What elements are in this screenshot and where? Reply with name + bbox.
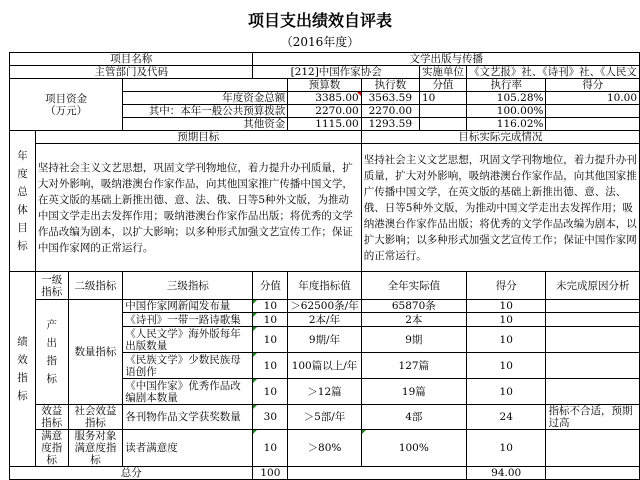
expected-goal-text: 坚持社会主义文艺思想，巩固文学刊物地位，着力提升办刊质量，扩大对外影响，吸纳港澳台作家作品，向其他国家推广传播中国文学，在英文版的基础上新推出德、意、法、俄、日等5种外文版，为推动中国文学走出去发挥作用；吸纳港澳台作家作品出版；将优秀的文学作品改编为剧本，以扩大影响；以多种形式加强文艺宣传工作；保证中国作家网的正常运行。 [35, 144, 361, 272]
impl-label: 实施单位 [419, 66, 466, 79]
social-benefit-indicator: 社会效益指标 [68, 405, 123, 430]
funds-exec: 3563.59 [361, 92, 419, 105]
funds-label-text: 项目资金 [45, 92, 88, 105]
project-name: 文学出版与传播 [253, 53, 640, 66]
indicator-score: 10 [466, 327, 546, 353]
indicator-name: 《民族文学》少数民族母语创作 [123, 353, 253, 379]
indicator-target: 2本/年 [288, 313, 361, 327]
funds-budget: 2270.00 [288, 105, 361, 118]
indicator-weight: 10 [253, 379, 288, 405]
header-score: 得分 [546, 79, 640, 92]
indicator-score: 24 [466, 405, 546, 430]
indicator-row [10, 300, 640, 313]
funds-header-blank [123, 79, 288, 92]
header-level3: 三级指标 [123, 272, 253, 300]
indicator-name: 读者满意度 [123, 430, 253, 467]
indicator-target: ＞62500条/年 [288, 300, 361, 313]
funds-budget: 1115.00 [288, 118, 361, 131]
dept-value: [212]中国作家协会 [253, 66, 419, 79]
expected-goal-header: 预期目标 [35, 131, 361, 144]
funds-exec: 1293.59 [361, 118, 419, 131]
funds-weight: 10 [419, 92, 466, 105]
funds-row-name: 年度资金总额 [123, 92, 288, 105]
indicator-score: 10 [466, 353, 546, 379]
indicator-weight: 30 [253, 405, 288, 430]
indicator-weight: 10 [253, 300, 288, 313]
funds-unit: （万元） [45, 104, 88, 117]
indicator-name: 《中国作家》优秀作品改编剧本数量 [123, 379, 253, 405]
output-indicator-text: 产出指标 [46, 319, 58, 385]
indicator-weight: 10 [253, 430, 288, 467]
satisfaction-indicator: 满意度指标 [35, 430, 68, 467]
funds-exec: 2270.00 [361, 105, 419, 118]
total-score: 94.00 [466, 467, 546, 480]
total-weight: 100 [253, 467, 288, 480]
header-rate: 执行率 [466, 79, 546, 92]
indicator-target: ＞80% [288, 430, 361, 467]
indicator-reason [546, 300, 640, 313]
indicator-score: 10 [466, 430, 546, 467]
perf-label-text: 绩效指标 [17, 336, 28, 402]
dept-label: 主管部门及代码 [10, 66, 253, 79]
indicator-row [10, 405, 640, 430]
funds-row-name: 其中：本年一般公共预算拨款 [123, 105, 288, 118]
funds-score [546, 118, 640, 131]
service-satisfaction-indicator: 服务对象满意度指标 [68, 430, 123, 467]
funds-rate: 100.00% [466, 105, 546, 118]
page-subtitle: （2016年度） [280, 35, 360, 49]
indicator-target: ＞12篇 [288, 379, 361, 405]
total-label: 总分 [10, 467, 253, 480]
funds-row-name: 其他资金 [123, 118, 288, 131]
header-weight: 分值 [419, 79, 466, 92]
indicator-name: 《诗刊》一带一路诗歌集 [123, 313, 253, 327]
impl-value: 《文艺报》社、《诗刊》社、《人民文 [466, 66, 639, 79]
funds-score: 10.00 [546, 92, 640, 105]
indicator-actual: 127篇 [361, 353, 466, 379]
funds-budget: 3385.00 [288, 92, 361, 105]
funds-rate: 116.02% [466, 118, 546, 131]
funds-weight [419, 105, 466, 118]
indicator-score: 10 [466, 300, 546, 313]
actual-goal-header: 目标实际完成情况 [361, 131, 639, 144]
indicator-actual: 2本 [361, 313, 466, 327]
indicator-score: 10 [466, 313, 546, 327]
indicator-reason [546, 430, 640, 467]
perf-label [10, 272, 36, 467]
indicator-row [10, 430, 640, 467]
funds-weight [419, 118, 466, 131]
indicator-weight: 10 [253, 353, 288, 379]
indicator-reason [546, 327, 640, 353]
benefit-indicator: 效益指标 [35, 405, 68, 430]
header-level1: 一级指标 [35, 272, 68, 300]
header-score: 得分 [466, 272, 546, 300]
indicator-reason: 指标不合适，预期过高 [546, 405, 640, 430]
indicator-reason [546, 353, 640, 379]
header-actual: 全年实际值 [361, 272, 466, 300]
annual-goal-label-text: 年度总体目标 [17, 150, 28, 252]
indicator-target: ＞5部/年 [288, 405, 361, 430]
page-title: 项目支出绩效自评表 [247, 11, 392, 30]
indicator-target: 100篇以上/年 [288, 353, 361, 379]
indicator-reason [546, 379, 640, 405]
output-indicator [35, 300, 68, 405]
indicator-actual: 9期 [361, 327, 466, 353]
funds-score [546, 105, 640, 118]
header-weight: 分值 [253, 272, 288, 300]
indicator-actual: 65870条 [361, 300, 466, 313]
header-budget: 预算数 [288, 79, 361, 92]
project-name-label: 项目名称 [10, 53, 253, 66]
actual-goal-text: 坚持社会主义文艺思想，巩固文学刊物地位，着力提升办刊质量，扩大对外影响，吸纳港澳台作家作品，向其他国家推广传播中国文学，在英文版的基础上新推出德、意、法、俄、日等5种外文版，为推动中国文学走出去发挥作用；吸纳港澳台作家作品出版；将优秀的文学作品改编为剧本，以扩大影响；以多种形式加强文艺宣传工作；保证中国作家网的正常运行。 [361, 144, 639, 272]
indicator-weight: 10 [253, 313, 288, 327]
annual-goal-label [10, 131, 36, 272]
indicator-actual: 4部 [361, 405, 466, 430]
indicator-name: 中国作家网新闻发布量 [123, 300, 253, 313]
indicator-actual: 100% [361, 430, 466, 467]
evaluation-table [9, 52, 640, 480]
header-exec: 执行数 [361, 79, 419, 92]
indicator-score: 10 [466, 379, 546, 405]
quantity-indicator: 数量指标 [68, 300, 123, 405]
header-target: 年度指标值 [288, 272, 361, 300]
indicator-reason [546, 313, 640, 327]
indicator-name: 《人民文学》海外版每年出版数量 [123, 327, 253, 353]
indicator-weight: 10 [253, 327, 288, 353]
indicator-name: 各刊物作品文学获奖数量 [123, 405, 253, 430]
header-level2: 二级指标 [68, 272, 123, 300]
funds-rate: 105.28% [466, 92, 546, 105]
indicator-target: 9期/年 [288, 327, 361, 353]
funds-label [10, 79, 123, 131]
header-reason: 未完成原因分析 [546, 272, 640, 300]
indicator-actual: 19篇 [361, 379, 466, 405]
